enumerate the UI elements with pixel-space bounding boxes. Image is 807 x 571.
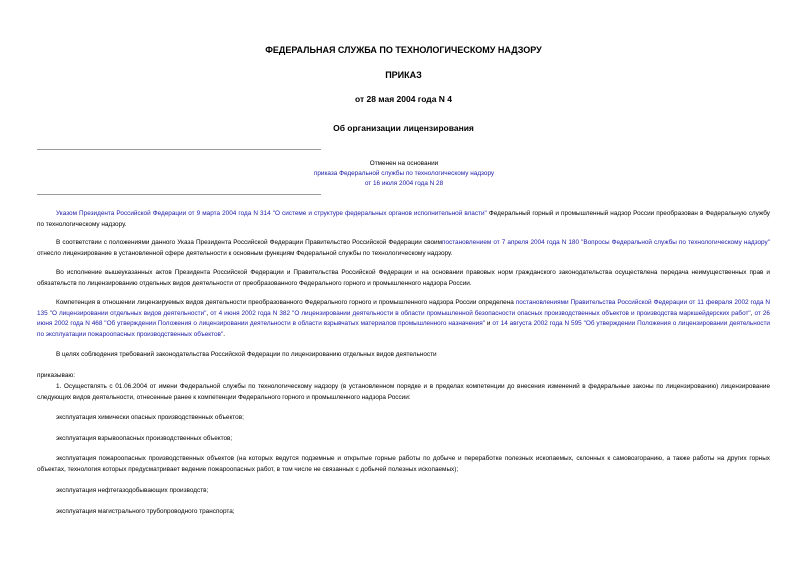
document-date: от 28 мая 2004 года N 4 — [354, 94, 453, 104]
resolution-468-link[interactable]: от 26 июня 2002 года N 468 "Об утверждении Положения о лицензировании деятельности в области взрывчатых материалов промышленного назначения" — [37, 309, 770, 327]
paragraph-2-text-b: отнесло лицензирование в установленной сфере деятельности к основным функциям Федеральной службы по технологическому надзору. — [37, 249, 453, 257]
paragraph-2-text-a: В соответствии с положениями данного Указа Президента Российской Федерации Правительство Российской Федерации своим — [56, 239, 442, 246]
paragraph-1-text: Федеральный горный и промышленный надзор России преобразован в Федеральную службу по технологическому надзору. — [37, 210, 770, 228]
order-item-1: 1. Осуществлять с 01.06.2004 от имени Федеральной службы по технологическому надзору (в установленном порядке и в пределах компетенции до внесения изменений в федеральные законы по лицензированию) лицензирование следующих видов деятельности, отнесенные ранее к компетенции Федерального горного и промышленного надзора России: — [37, 383, 770, 401]
paragraph-1 — [37, 209, 770, 230]
list-item: эксплуатация химически опасных производственных объектов; — [56, 414, 244, 421]
paragraph-4-sep-3: и — [484, 320, 493, 327]
paragraph-4 — [37, 298, 770, 340]
order-word: приказываю: — [37, 372, 75, 379]
resolution-135-link[interactable]: постановлениями Правительства Российской Федерации от 11 февраля 2002 года N 135 "О лицензировании отдельных видов деятельности" — [37, 299, 770, 317]
resolution-595-link[interactable]: от 14 августа 2002 года N 595 "Об утверждении Положения о лицензировании деятельности по эксплуатации пожароопасных производственных объектов" — [37, 320, 770, 338]
list-item: эксплуатация нефтегазодобывающих производств; — [56, 487, 209, 494]
divider-bottom — [37, 194, 321, 195]
list-item: эксплуатация пожароопасных производственных объектов (на которых ведутся подземные и открытые горные работы по добыче и переработке полезных ископаемых, склонных к самовозгоранию, а также работы на других горных объектах, технология которых предусматривает ведение пожароопасных работ, в том числе не связанных с добычей полезных ископаемых); — [37, 455, 770, 473]
list-item: эксплуатация взрывоопасных производственных объектов; — [56, 435, 233, 442]
status-note-link[interactable]: приказа Федеральной службы по технологическому надзору — [313, 170, 495, 177]
paragraph-4-end: . — [223, 330, 225, 338]
paragraph-4-sep-2: , — [750, 309, 755, 317]
resolution-180-link[interactable]: постановлением от 7 апреля 2004 года N 180 "Вопросы Федеральной службы по технологическому надзору" — [441, 239, 770, 246]
paragraph-5: В целях соблюдения требований законодательства Российской Федерации по лицензированию отдельных видов деятельности — [56, 351, 437, 358]
document-type: ПРИКАЗ — [385, 70, 422, 80]
status-note-line1: Отменен на основании — [369, 160, 439, 167]
decree-link[interactable]: Указом Президента Российской Федерации от 9 марта 2004 года N 314 "О системе и структуре федеральных органов исполнительной власти" — [56, 210, 487, 217]
paragraph-3: Во исполнение вышеуказанных актов Президента Российской Федерации и Правительства Российской Федерации и на основании правовых норм гражданского законодательства осуществлена передача неимущественных прав и обязательств по лицензированию отдельных видов деятельности от преобразованного Федерального горного и промышленного надзора России. — [37, 269, 770, 287]
agency-heading: ФЕДЕРАЛЬНАЯ СЛУЖБА ПО ТЕХНОЛОГИЧЕСКОМУ НАДЗОРУ — [265, 45, 542, 55]
paragraph-4-text-a: Компетенция в отношении лицензируемых видов деятельности преобразованного Федерального горного и промышленного надзора России определена — [56, 299, 516, 306]
divider-top — [37, 149, 321, 150]
resolution-382-link[interactable]: от 4 июня 2002 года N 382 "О лицензировании деятельности в области промышленной безопасности опасных производственных объектов и производства маркшейдерских работ" — [210, 309, 751, 317]
document-subject: Об организации лицензирования — [333, 123, 474, 133]
paragraph-2 — [37, 238, 770, 259]
list-item: эксплуатация магистрального трубопроводного транспорта; — [56, 508, 235, 515]
paragraph-4-sep-1: , — [206, 309, 211, 317]
status-note-link-date[interactable]: от 16 июля 2004 года N 28 — [364, 180, 444, 187]
